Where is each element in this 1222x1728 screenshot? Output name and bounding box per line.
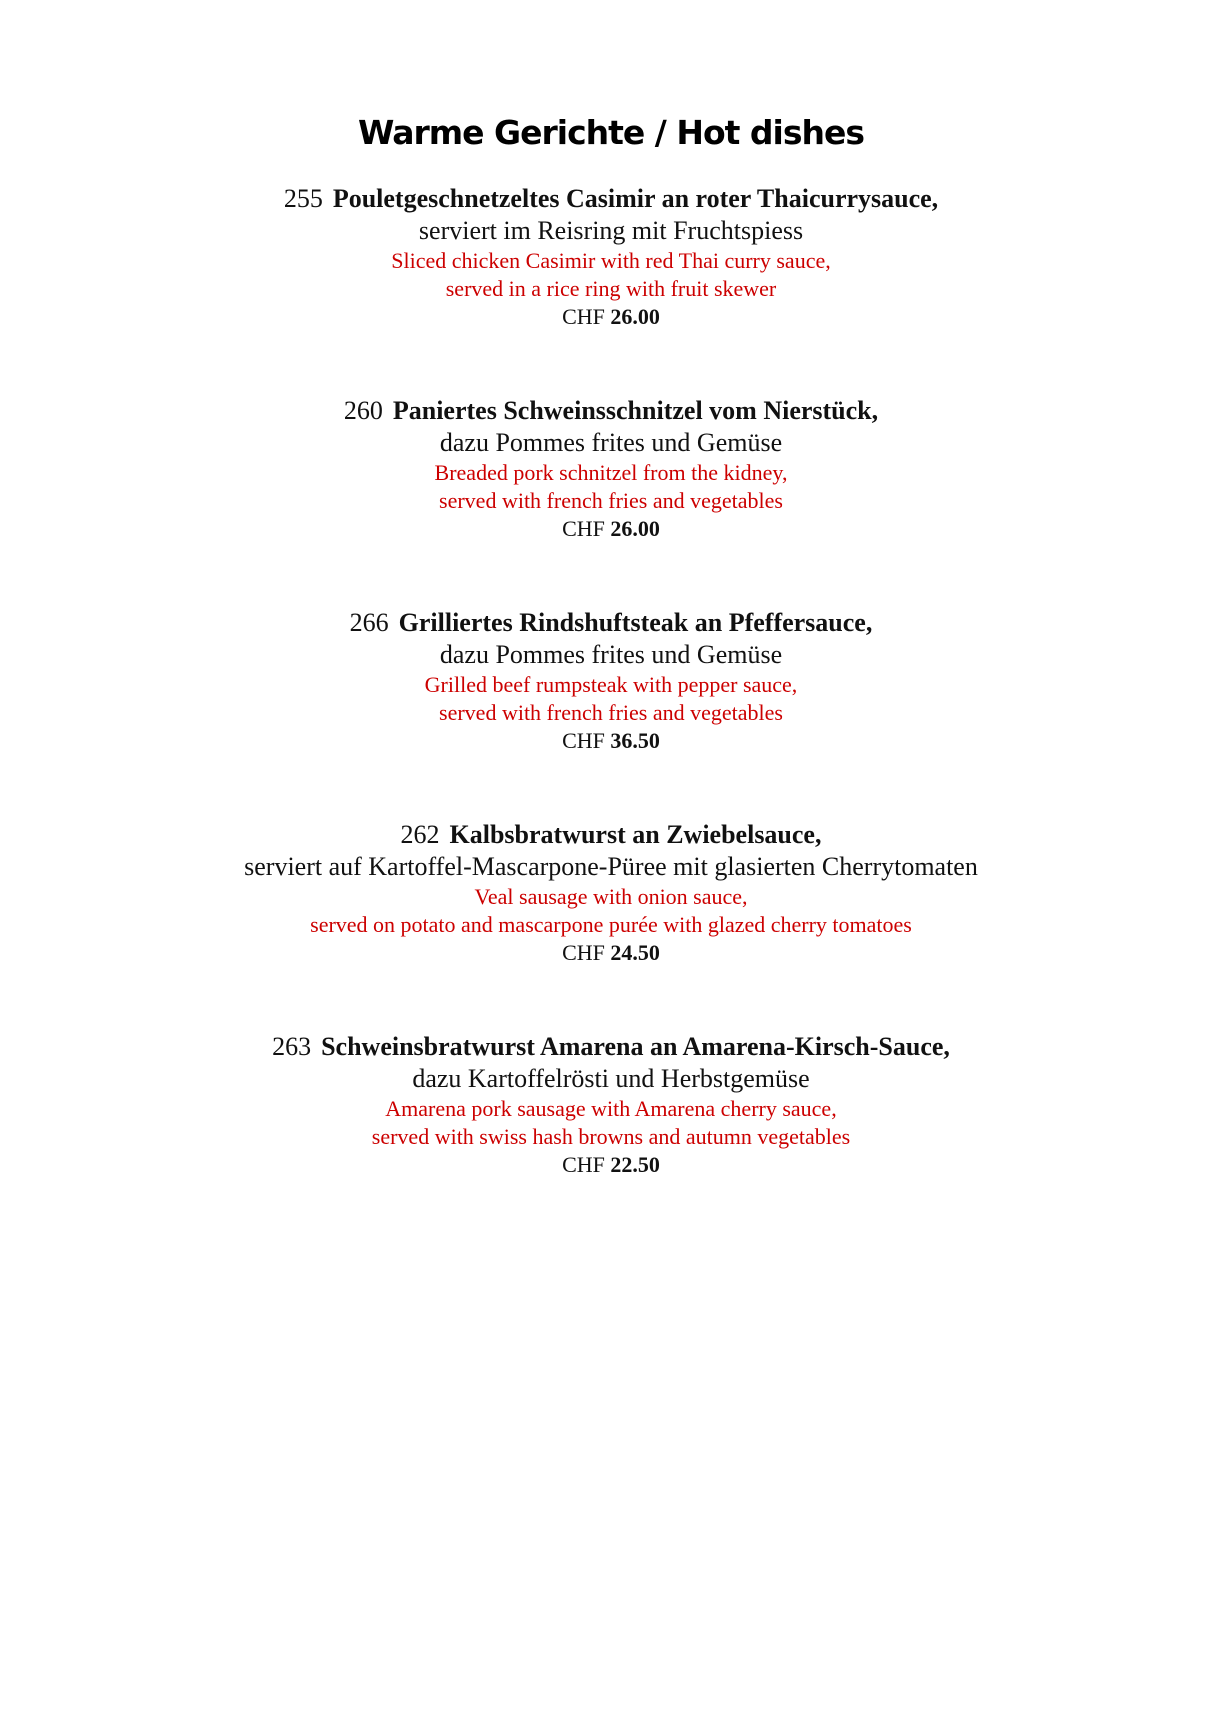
price-currency: CHF [562,516,605,541]
dish-item-262 [0,819,1222,967]
dish-heading [0,607,1222,639]
price-amount: 36.50 [610,728,660,753]
dish-description-de: serviert auf Kartoffel-Mascarpone-Püree mit glasierten Cherrytomaten [244,852,978,881]
dish-item-260 [0,395,1222,543]
dish-description-en: served on potato and mascarpone purée with glazed cherry tomatoes [310,912,912,937]
dish-name-de: Grilliertes Rindshuftsteak an Pfeffersauce, [398,608,873,637]
price-currency: CHF [562,1152,605,1177]
dish-price [0,1151,1222,1179]
dish-number: 260 [343,396,383,425]
dish-heading [0,183,1222,215]
price-currency: CHF [562,728,605,753]
dish-number: 262 [400,820,440,849]
dish-name-de: Schweinsbratwurst Amarena an Amarena-Kirsch-Sauce, [321,1032,950,1061]
dish-heading [0,1031,1222,1063]
dish-item-263 [0,1031,1222,1179]
dish-number: 263 [272,1032,312,1061]
dish-name-en: Veal sausage with onion sauce, [474,884,748,909]
dish-description-de: dazu Pommes frites und Gemüse [439,640,783,669]
price-amount: 24.50 [610,940,660,965]
dish-description-de: dazu Kartoffelrösti und Herbstgemüse [412,1064,810,1093]
dish-price [0,303,1222,331]
dish-name-de: Kalbsbratwurst an Zwiebelsauce, [449,820,822,849]
dish-price [0,939,1222,967]
dish-item-255 [0,183,1222,331]
price-currency: CHF [562,940,605,965]
dish-item-266 [0,607,1222,755]
dish-number: 266 [349,608,389,637]
price-amount: 26.00 [610,304,660,329]
dish-number: 255 [283,184,323,213]
price-amount: 22.50 [610,1152,660,1177]
dish-description-de: serviert im Reisring mit Fruchtspiess [418,216,804,245]
dish-price [0,727,1222,755]
dish-name-en: Amarena pork sausage with Amarena cherry sauce, [385,1096,837,1121]
dish-name-de: Paniertes Schweinsschnitzel vom Nierstück, [392,396,879,425]
dish-name-en: Breaded pork schnitzel from the kidney, [434,460,788,485]
dish-name-en: Sliced chicken Casimir with red Thai curry sauce, [391,248,831,273]
dish-name-de: Pouletgeschnetzeltes Casimir an roter Thaicurrysauce, [332,184,939,213]
dish-description-de: dazu Pommes frites und Gemüse [439,428,783,457]
page-title: Warme Gerichte / Hot dishes [358,113,864,152]
price-currency: CHF [562,304,605,329]
dish-heading [0,395,1222,427]
dish-description-en: served with swiss hash browns and autumn vegetables [371,1124,851,1149]
dish-description-en: served with french fries and vegetables [439,700,783,725]
dish-heading [0,819,1222,851]
dish-name-en: Grilled beef rumpsteak with pepper sauce, [424,672,798,697]
dish-description-en: served in a rice ring with fruit skewer [445,276,777,301]
price-amount: 26.00 [610,516,660,541]
dish-description-en: served with french fries and vegetables [439,488,783,513]
dish-price [0,515,1222,543]
